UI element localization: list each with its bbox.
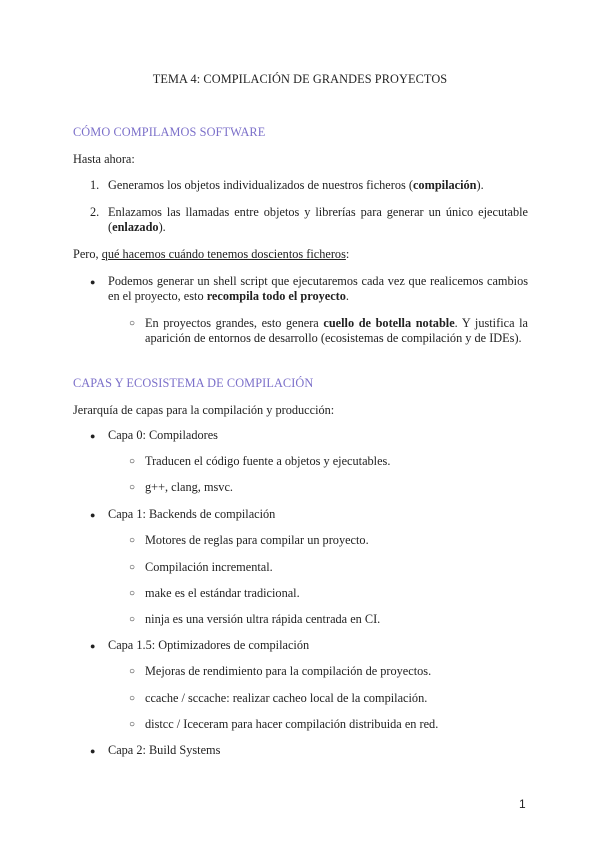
sub-bullet-item: En proyectos grandes, esto genera cuello de botella notable. Y justifica la aparición de entornos de desarrollo (ecosistemas de compilación y de IDEs).: [145, 316, 528, 345]
sub-bullet-icon: ○: [129, 456, 136, 467]
sub-bullet-icon: ○: [129, 535, 136, 546]
list-number: 2.: [90, 205, 100, 219]
layer-item: Motores de reglas para compilar un proyecto.: [145, 533, 369, 547]
question-paragraph: Pero, qué hacemos cuándo tenemos doscientos ficheros:: [73, 247, 350, 261]
list-number: 1.: [90, 178, 100, 192]
sub-bullet-icon: ○: [129, 693, 136, 704]
bullet-icon: ●: [90, 641, 96, 651]
bullet-icon: ●: [90, 277, 96, 287]
bullet-icon: ●: [90, 431, 96, 441]
section-heading-compiling: CÓMO COMPILAMOS SOFTWARE: [73, 125, 266, 139]
layer-label: Capa 1.5: Optimizadores de compilación: [108, 638, 310, 652]
layer-item: g++, clang, msvc.: [145, 480, 233, 494]
layer-item: Mejoras de rendimiento para la compilación de proyectos.: [145, 664, 432, 678]
intro-paragraph: Hasta ahora:: [73, 152, 135, 166]
layer-label: Capa 2: Build Systems: [108, 743, 221, 757]
sub-bullet-icon: ○: [129, 318, 136, 329]
layer-item: distcc / Iceceram para hacer compilación distribuida en red.: [145, 717, 439, 731]
section-heading-layers: CAPAS Y ECOSISTEMA DE COMPILACIÓN: [73, 376, 314, 390]
page-title: TEMA 4: COMPILACIÓN DE GRANDES PROYECTOS: [152, 72, 448, 86]
layer-item: ninja es una versión ultra rápida centrada en CI.: [145, 612, 381, 626]
list-item: Generamos los objetos individualizados de nuestros ficheros (compilación).: [108, 178, 484, 192]
sub-bullet-icon: ○: [129, 482, 136, 493]
sub-bullet-icon: ○: [129, 666, 136, 677]
layer-item: Traducen el código fuente a objetos y ejecutables.: [145, 454, 391, 468]
sub-bullet-icon: ○: [129, 588, 136, 599]
sub-bullet-icon: ○: [129, 562, 136, 573]
page-number: 1: [519, 797, 526, 811]
layer-item: Compilación incremental.: [145, 560, 273, 574]
layer-label: Capa 1: Backends de compilación: [108, 507, 276, 521]
sub-bullet-icon: ○: [129, 719, 136, 730]
layer-item: make es el estándar tradicional.: [145, 586, 300, 600]
bullet-icon: ●: [90, 510, 96, 520]
layer-item: ccache / sccache: realizar cacheo local de la compilación.: [145, 691, 428, 705]
sub-bullet-icon: ○: [129, 614, 136, 625]
bullet-icon: ●: [90, 746, 96, 756]
layer-label: Capa 0: Compiladores: [108, 428, 218, 442]
list-item: Enlazamos las llamadas entre objetos y librerías para generar un único ejecutable (enlazado).: [108, 205, 528, 234]
intro-paragraph: Jerarquía de capas para la compilación y producción:: [73, 403, 335, 417]
bullet-item: Podemos generar un shell script que ejecutaremos cada vez que realicemos cambios en el proyecto, esto recompila todo el proyecto.: [108, 274, 528, 303]
